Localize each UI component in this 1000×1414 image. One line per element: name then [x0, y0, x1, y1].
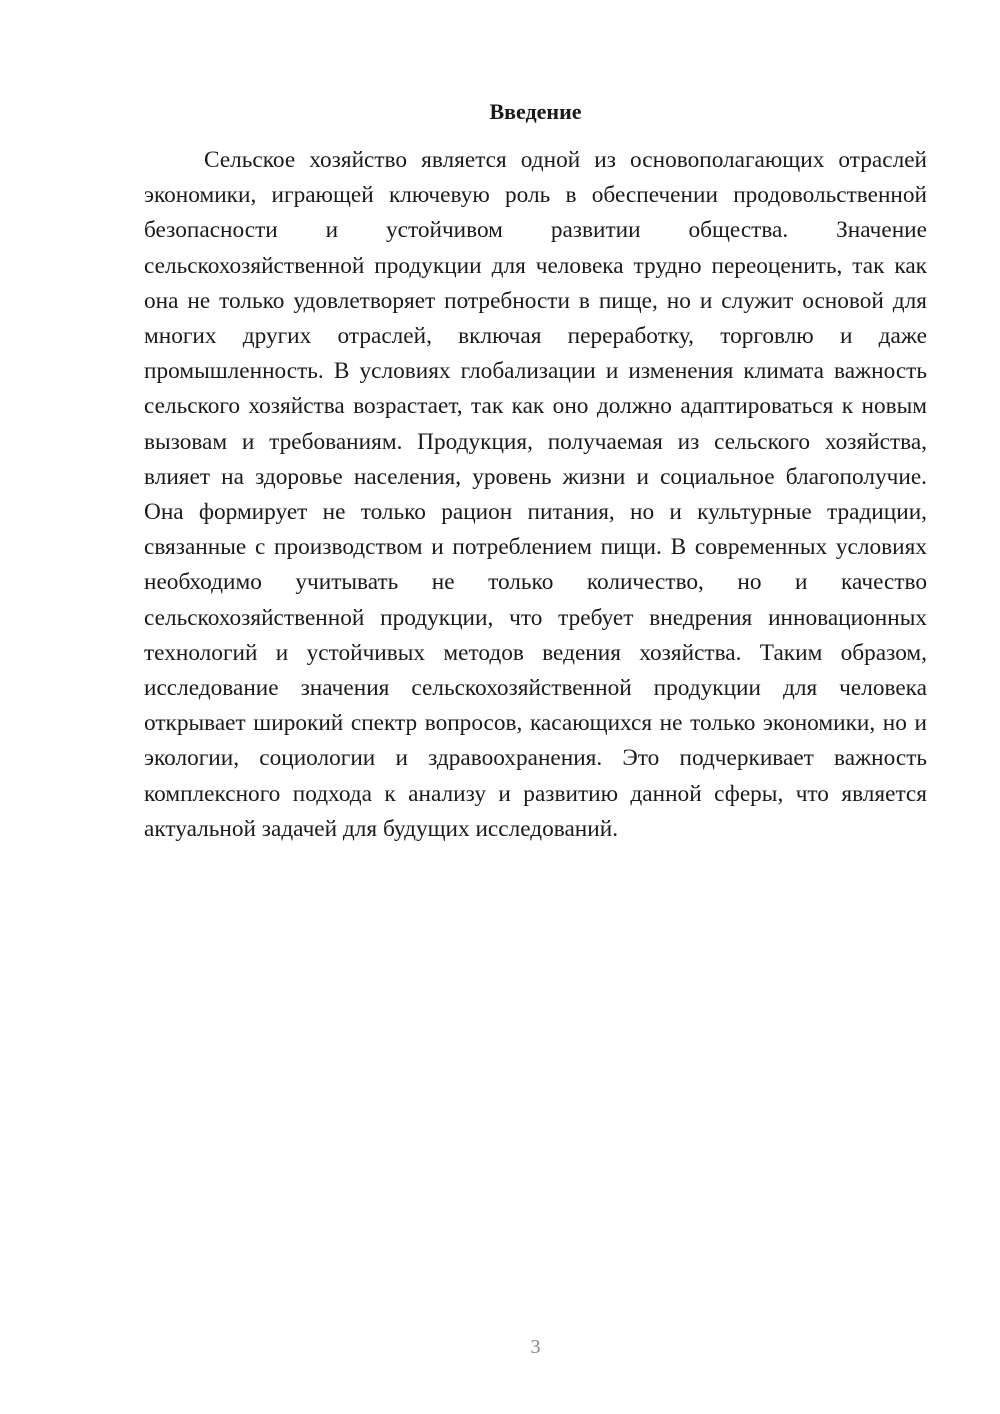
section-title: Введение	[489, 99, 582, 124]
page-number: 3	[530, 1336, 541, 1358]
body-paragraph: Сельское хозяйство является одной из основополагающих отраслей экономики, играющей ключевую роль в обеспечении продовольственной безопасности и устойчивом развитии общества. Значение сельскохозяйственной продукции для человека трудно переоценить, так как она не только удовлетворяет потребности в пище, но и служит основой для многих других отраслей, включая переработку, торговлю и даже промышленность. В условиях глобализации и изменения климата важность сельского хозяйства возрастает, так как оно должно адаптироваться к новым вызовам и требованиям. Продукция, получаемая из сельского хозяйства, влияет на здоровье населения, уровень жизни и социальное благополучие. Она формирует не только рацион питания, но и культурные традиции, связанные с производством и потреблением пищи. В современных условиях необходимо учитывать не только количество, но и качество сельскохозяйственной продукции, что требует внедрения инновационных технологий и устойчивых методов ведения хозяйства. Таким образом, исследование значения сельскохозяйственной продукции для человека открывает широкий спектр вопросов, касающихся не только экономики, но и экологии, социологии и здравоохранения. Это подчеркивает важность комплексного подхода к анализу и развитию данной сферы, что является актуальной задачей для будущих исследований.	[144, 147, 927, 842]
